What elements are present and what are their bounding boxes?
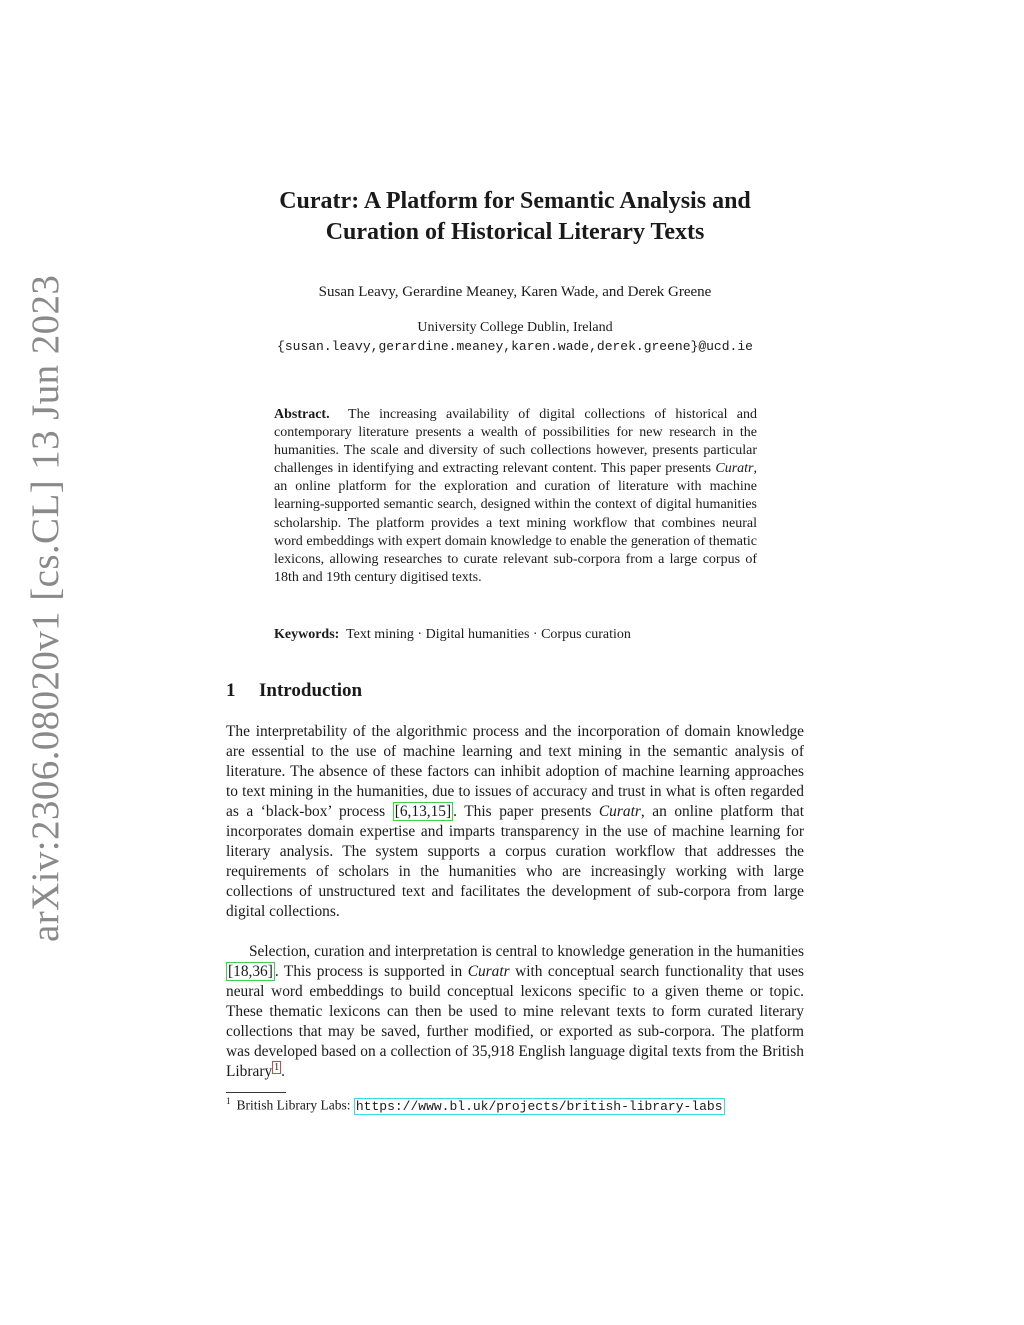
footnote bbox=[226, 1096, 725, 1114]
footnote-text: British Library Labs: bbox=[236, 1097, 354, 1113]
arxiv-stamp-text: arXiv:2306.08020v1 [cs.CL] 13 Jun 2023 bbox=[24, 274, 67, 942]
keywords bbox=[274, 627, 757, 643]
emails bbox=[200, 339, 830, 354]
para1-italic: Curatr bbox=[598, 803, 641, 820]
abstract-italic: Curatr bbox=[715, 461, 754, 477]
authors: Susan Leavy, Gerardine Meaney, Karen Wade, and Derek Greene bbox=[318, 284, 712, 300]
abstract-label: Abstract. bbox=[274, 407, 330, 422]
para2-text-3: with conceptual search functionality that uses neural word embeddings to build conceptual lexicons specific to a given theme or topic. These thematic lexicons can then be used to mine relevant texts to form curated literary collections that may be saved, further modified, or exported as sub-corpora. The platform was developed based on a collection of 35,918 English language digital texts from the British Library bbox=[226, 963, 804, 1080]
keywords-text: Text mining · Digital humanities · Corpus curation bbox=[346, 627, 631, 642]
title-line-1: Curatr: A Platform for Semantic Analysis and bbox=[279, 188, 751, 214]
section-title: Introduction bbox=[259, 680, 363, 701]
para2-text-2: . This process is supported in bbox=[274, 963, 468, 980]
title-line-2: Curation of Historical Literary Texts bbox=[325, 219, 705, 245]
para1-text-1: The interpretability of the algorithmic process and the incorporation of domain knowledge are essential to the use of machine learning and text mining in the semantic analysis of literature. The absence of these factors can inhibit adoption of machine learning approaches to text mining in the humanities, due to issues of accuracy and trust in what is often regarded as a ‘black-box’ process bbox=[226, 723, 804, 820]
keywords-label: Keywords: bbox=[274, 627, 340, 642]
email-list: {susan.leavy,gerardine.meaney,karen.wade,derek.greene}@ucd.ie bbox=[277, 339, 753, 354]
citation-link[interactable]: [18,36] bbox=[228, 963, 273, 980]
paper-title bbox=[200, 186, 830, 248]
citation-link[interactable]: [6,13,15] bbox=[394, 803, 452, 820]
abstract bbox=[274, 406, 757, 587]
abstract-text-2: , an online platform for the exploration and curation of literature with machine learning-supported semantic search, designed within the context of digital humanities scholarship. The platform provides a text mining workflow that combines neural word embeddings with expert domain knowledge to enable the generation of thematic lexicons, allowing researches to curate relevant sub-corpora from a large corpus of 18th and 19th century digitised texts. bbox=[274, 461, 757, 585]
paragraph-2 bbox=[226, 942, 804, 1082]
affiliation: University College Dublin, Ireland bbox=[417, 320, 613, 335]
paragraph-1 bbox=[226, 722, 804, 922]
abstract-text-1: The increasing availability of digital collections of historical and contemporary literature presents a wealth of possibilities for new research in the humanities. The scale and diversity of such collections however, presents particular challenges in identifying and extracting relevant content. This paper presents bbox=[274, 407, 758, 477]
footnote-number: 1 bbox=[226, 1096, 231, 1106]
footnote-url-link[interactable]: https://www.bl.uk/projects/british-library-labs bbox=[355, 1098, 723, 1114]
section-heading bbox=[226, 680, 362, 702]
para2-italic: Curatr bbox=[467, 963, 510, 980]
section-number: 1 bbox=[226, 680, 236, 701]
para2-text-4: . bbox=[281, 1063, 286, 1080]
para1-text-2: . This paper presents bbox=[453, 803, 599, 820]
footnote-ref-link[interactable]: 1 bbox=[274, 1061, 280, 1073]
para1-text-3: , an online platform that incorporates domain expertise and imparts transparency in the use of machine learning for literary analysis. The system supports a corpus curation workflow that addresses the requirements of scholars in the humanities who are increasingly working with large collections of unstructured text and facilitates the development of sub-corpora from large digital collections. bbox=[226, 803, 804, 920]
footnote-divider bbox=[226, 1092, 286, 1093]
para2-text-1: Selection, curation and interpretation is central to knowledge generation in the humanities bbox=[249, 943, 804, 960]
